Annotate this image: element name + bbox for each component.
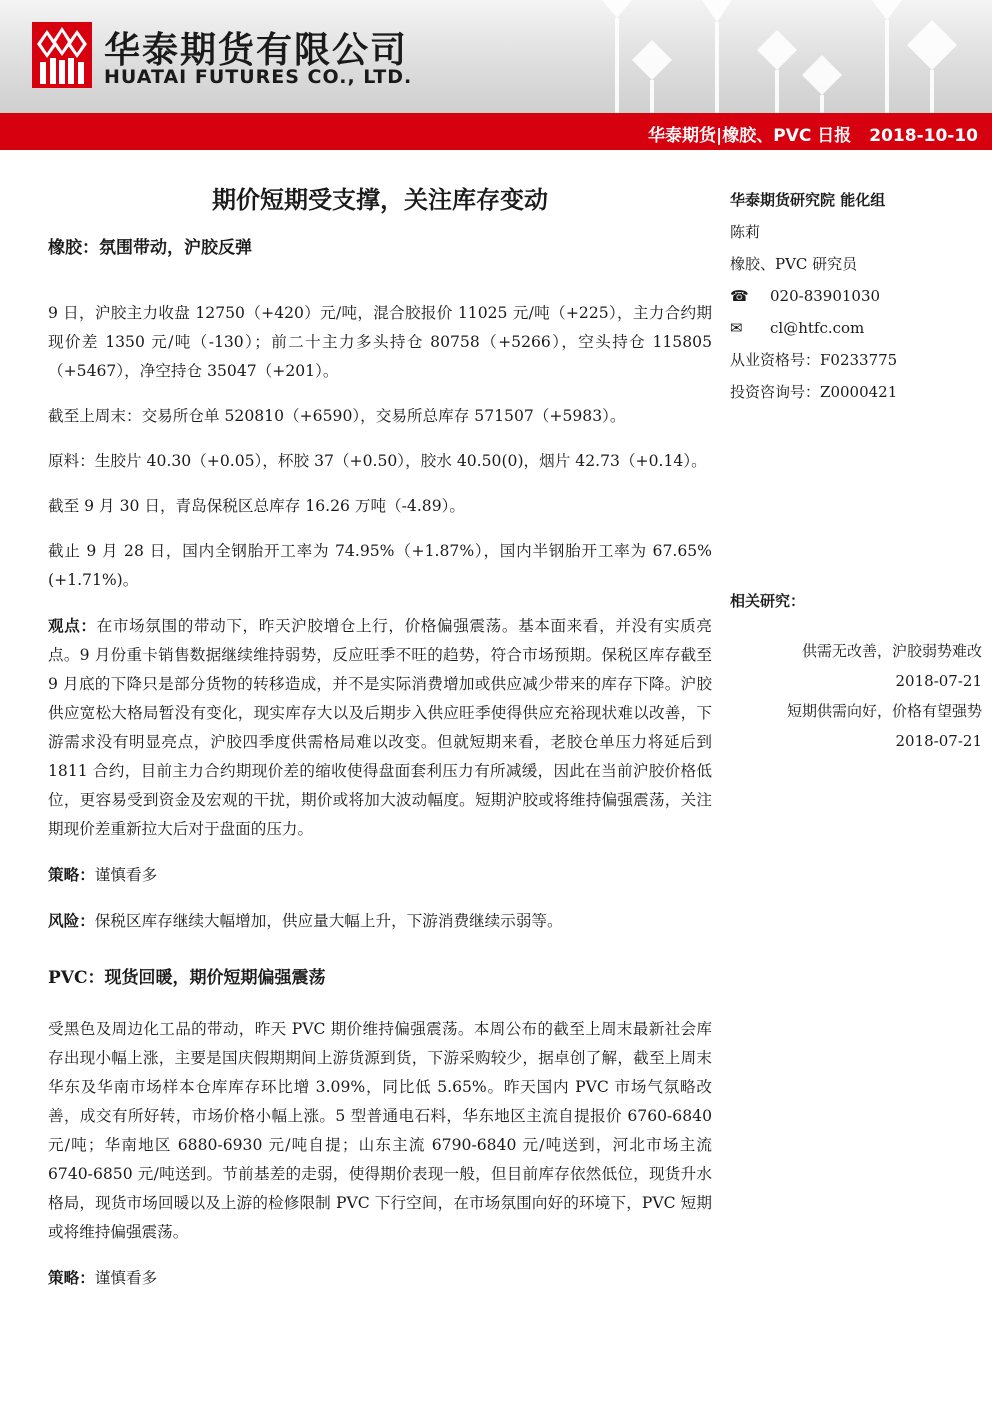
rubber-view (48, 611, 712, 844)
header-decoration (572, 0, 992, 113)
license-number: F0233775 (820, 351, 898, 369)
rubber-risk (48, 906, 712, 936)
rubber-paragraph-4: 截至 9 月 30 日，青岛保税区总库存 16.26 万吨（-4.89）。 (48, 497, 466, 515)
rubber-strategy (48, 860, 712, 890)
email-row (730, 316, 982, 348)
author-sidebar (730, 188, 982, 412)
report-title: 期价短期受支撑，关注库存变动 (212, 185, 548, 214)
rubber-paragraph-2: 截至上周末：交易所仓单 520810（+6590），交易所总库存 571507（+5983）。 (48, 407, 626, 425)
rubber-paragraph-3: 原料：生胶片 40.30（+0.05），杯胶 37（+0.50），胶水 40.50(0)，烟片 42.73（+0.14）。 (48, 452, 707, 470)
related-item-title[interactable]: 供需无改善，沪胶弱势难改 (801, 642, 982, 660)
related-research-title: 相关研究： (730, 592, 806, 610)
rubber-paragraph-5: 截止 9 月 28 日，国内全钢胎开工率为 74.95%（+1.87%），国内半钢胎开工率为 67.65%(+1.71%)。 (48, 542, 712, 589)
banner-topic: 橡胶、PVC 日报 (722, 126, 852, 146)
email-address[interactable]: cl@htfc.com (770, 319, 865, 337)
pvc-paragraph-1: 受黑色及周边化工品的带动，昨天 PVC 期价维持偏强震荡。本周公布的截至上周末最新社会库存出现小幅上涨，主要是国庆假期期间上游货源到货，下游采购较少，据卓创了解，截至上周末华东及华南市场样本仓库库存环比增 3.09%，同比低 5.65%。昨天国内 PVC 市场气氛略改善，成交有所好转，市场价格小幅上涨。5 型普通电石料，华东地区主流自提报价 6760-6840 元/吨；华南地区 6880-6930 元/吨自提；山东主流 6790-6840 元/吨送到，河北市场主流 6740-6850 元/吨送到。节前基差的走弱，使得期价表现一般，但目前库存依然低位，现货升水格局，现货市场回暖以及上游的检修限制 PVC 下行空间，在市场氛围向好的环境下，PVC 短期或将维持偏强震荡。 (48, 1020, 712, 1241)
rubber-paragraph-1: 9 日，沪胶主力收盘 12750（+420）元/吨，混合胶报价 11025 元/吨（+225），主力合约期现价差 1350 元/吨（-130）；前二十主力多头持仓 80758（+5266），空头持仓 115805（+5467），净空持仓 35047（+201）。 (48, 304, 712, 380)
institute-name: 华泰期货研究院 能化组 (730, 191, 886, 209)
company-logo-icon (32, 22, 92, 88)
view-text: 在市场氛围的带动下，昨天沪胶增仓上行，价格偏强震荡。基本面来看，并没有实质亮点。9 月份重卡销售数据继续维持弱势，反应旺季不旺的趋势，符合市场预期。保税区库存截至 9 月底的下降只是部分货物的转移造成，并不是实际消费增加或供应减少带来的库存下降。沪胶供应宽松大格局暂没有变化，现实库存大以及后期步入供应旺季使得供应充裕现状难以改善，下游需求没有明显亮点，沪胶四季度供需格局难以改变。但就短期来看，老胶仓单压力将延后到 1811 合约，目前主力合约期现价差的缩收使得盘面套利压力有所减缓，因此在当前沪胶价格低位，更容易受到资金及宏观的干扰，期价或将加大波动幅度。短期沪胶或将维持偏强震荡，关注期现价差重新拉大后对于盘面的压力。 (48, 617, 712, 838)
company-name-en: HUATAI FUTURES CO., LTD. (104, 66, 413, 88)
report-banner (0, 113, 992, 150)
view-label: 观点： (48, 616, 97, 635)
related-item-date: 2018-07-21 (895, 672, 982, 690)
license-row (730, 348, 982, 380)
pvc-strategy-label: 策略： (48, 1268, 95, 1287)
banner-date: 2018-10-10 (869, 126, 978, 146)
pvc-section-heading: PVC：现货回暖，期价短期偏强震荡 (48, 968, 326, 988)
phone-icon: ☎ (730, 287, 749, 305)
page-header (0, 0, 992, 113)
consult-label: 投资咨询号： (730, 383, 821, 401)
phone-row (730, 284, 982, 316)
consult-row (730, 380, 982, 412)
related-item-date: 2018-07-21 (895, 732, 982, 750)
consult-number: Z0000421 (820, 383, 898, 401)
strategy-label: 策略： (48, 865, 95, 884)
analyst-name: 陈莉 (730, 223, 761, 241)
company-name-cn: 华泰期货有限公司 (104, 30, 409, 71)
main-content (48, 234, 712, 1309)
rubber-section-heading: 橡胶：氛围带动，沪胶反弹 (48, 238, 252, 258)
related-research-list (730, 636, 982, 756)
mail-icon: ✉ (730, 319, 743, 337)
pvc-strategy (48, 1263, 712, 1293)
risk-text: 保税区库存继续大幅增加，供应量大幅上升，下游消费继续示弱等。 (94, 912, 563, 930)
phone-number: 020-83901030 (770, 287, 881, 305)
strategy-text: 谨慎看多 (94, 866, 158, 884)
banner-brand: 华泰期货 (648, 126, 717, 146)
pvc-strategy-text: 谨慎看多 (94, 1269, 158, 1287)
related-item-title[interactable]: 短期供需向好，价格有望强势 (786, 702, 982, 720)
risk-label: 风险： (48, 911, 95, 930)
analyst-role: 橡胶、PVC 研究员 (730, 255, 858, 273)
banner-separator: | (716, 126, 723, 146)
license-label: 从业资格号： (730, 351, 821, 369)
